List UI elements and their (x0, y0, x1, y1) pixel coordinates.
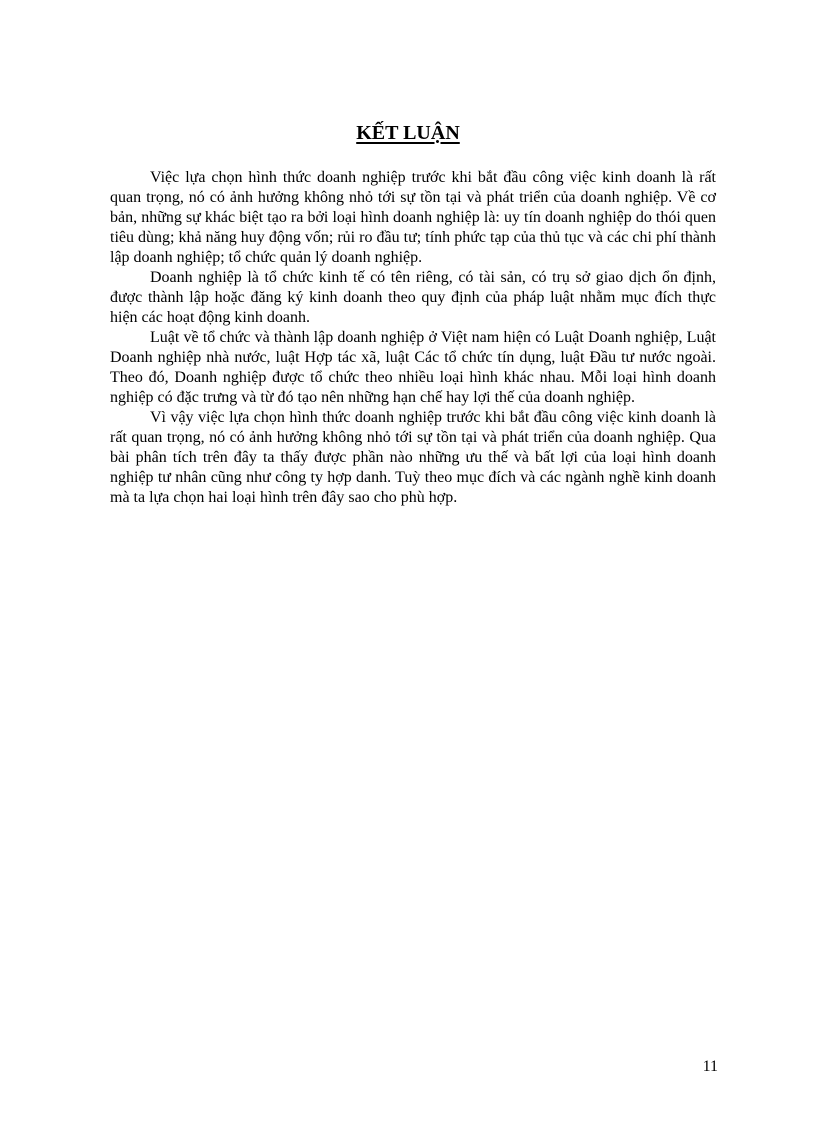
paragraph-1: Việc lựa chọn hình thức doanh nghiệp trước khi bắt đầu công việc kinh doanh là rất quan trọng, nó có ảnh hưởng không nhỏ tới sự tồn tại và phát triển của doanh nghiệp. Về cơ bản, những sự khác biệt tạo ra bởi loại hình doanh nghiệp là: uy tín doanh nghiệp do thói quen tiêu dùng; khả năng huy động vốn; rủi ro đầu tư; tính phức tạp của thủ tục và các chi phí thành lập doanh nghiệp; tổ chức quản lý doanh nghiệp. (110, 169, 716, 266)
paragraph-3: Luật về tổ chức và thành lập doanh nghiệp ở Việt nam hiện có Luật Doanh nghiệp, Luật Doanh nghiệp nhà nước, luật Hợp tác xã, luật Các tổ chức tín dụng, luật Đầu tư nước ngoài. Theo đó, Doanh nghiệp được tổ chức theo nhiều loại hình khác nhau. Mỗi loại hình doanh nghiệp có đặc trưng và từ đó tạo nên những hạn chế hay lợi thế của doanh nghiệp. (110, 329, 716, 406)
page-number: 11 (702, 1058, 718, 1075)
document-body (110, 168, 716, 508)
page-title: KẾT LUẬN (356, 122, 460, 144)
paragraph-4: Vì vậy việc lựa chọn hình thức doanh nghiệp trước khi bắt đầu công việc kinh doanh là rất quan trọng, nó có ảnh hưởng không nhỏ tới sự tồn tại và phát triển của doanh nghiệp. Qua bài phân tích trên đây ta thấy được phần nào những ưu thế và bất lợi của loại hình doanh nghiệp tư nhân cũng như công ty hợp danh. Tuỳ theo mục đích và các ngành nghề kinh doanh mà ta lựa chọn hai loại hình trên đây sao cho phù hợp. (110, 409, 716, 506)
paragraph-2: Doanh nghiệp là tổ chức kinh tế có tên riêng, có tài sản, có trụ sở giao dịch ổn định, được thành lập hoặc đăng ký kinh doanh theo quy định của pháp luật nhằm mục đích thực hiện các hoạt động kinh doanh. (110, 269, 716, 326)
